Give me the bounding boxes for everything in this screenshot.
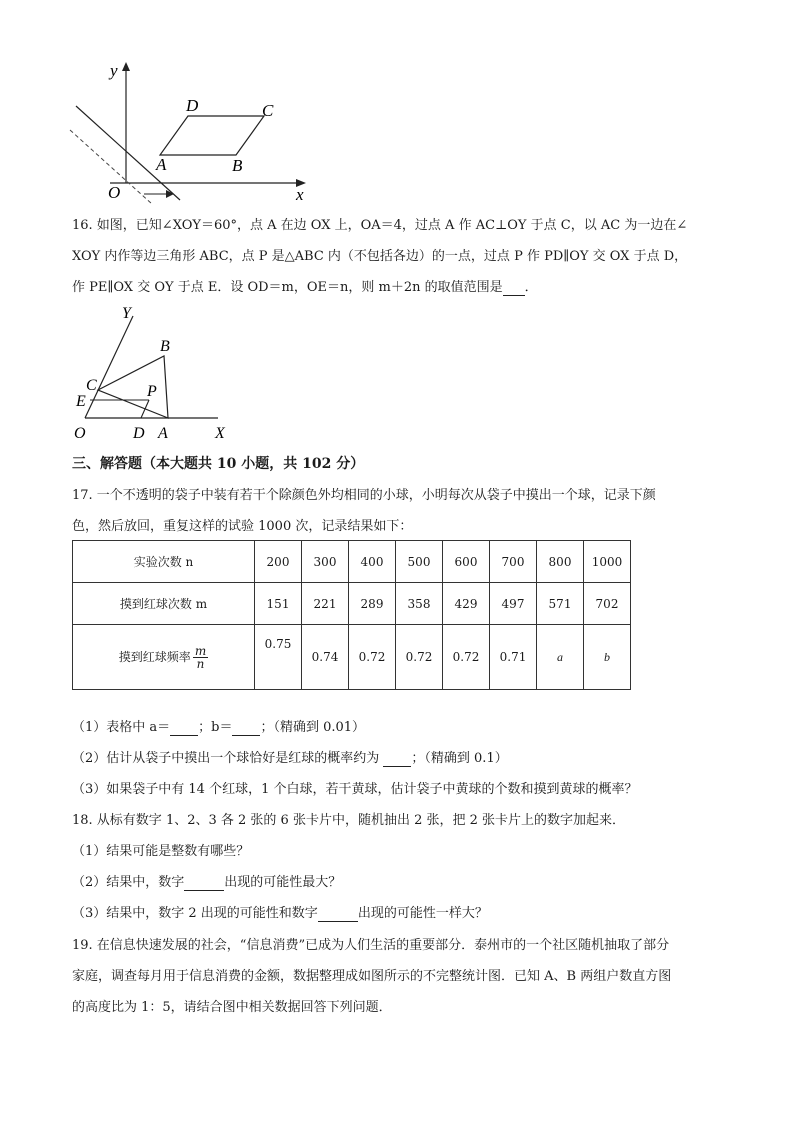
red-count-cell: 358 — [396, 583, 443, 625]
frequency-cell: 0.72 — [349, 625, 396, 690]
q17-sub-1 — [72, 716, 365, 736]
trial-cell: 200 — [255, 541, 302, 583]
y-axis-arrow — [122, 62, 130, 71]
red-count-cell: 497 — [490, 583, 537, 625]
q19-line-3: 的高度比为 1：5，请结合图中相关数据回答下列问题． — [72, 1000, 392, 1015]
q18-sub-2 — [72, 871, 341, 891]
q17-sub-1-c: ；（精确到 0.01） — [260, 720, 366, 735]
label-Y: Y — [122, 305, 131, 322]
label-x: x — [296, 185, 304, 204]
label-X: X — [215, 425, 225, 442]
section-3-title: 三、解答题（本大题共 10 小题，共 102 分） — [72, 456, 365, 472]
fraction-numerator: m — [194, 643, 207, 658]
label-C: C — [86, 377, 97, 394]
table-row — [73, 541, 631, 583]
q16-line-3-text: 作 PE∥OX 交 OY 于点 E．设 OD＝m，OE＝n，则 m＋2n 的取值范围是 — [72, 280, 503, 295]
q17-line-2: 色，然后放回，重复这样的试验 1000 次，记录结果如下： — [72, 519, 413, 534]
frequency-cell: 0.72 — [396, 625, 443, 690]
red-count-cell: 221 — [302, 583, 349, 625]
trial-cell: 400 — [349, 541, 396, 583]
q18-blank-equal — [318, 906, 358, 922]
table-row — [73, 583, 631, 625]
q16-line-2: XOY 内作等边三角形 ABC，点 P 是△ABC 内（不包括各边）的一点，过点 P 作 PD∥OY 交 OX 于点 D， — [72, 249, 688, 264]
frequency-cell: 0.71 — [490, 625, 537, 690]
q16-line-3 — [72, 276, 538, 296]
row-header-trials: 实验次数 n — [73, 541, 255, 583]
red-count-cell: 289 — [349, 583, 396, 625]
row-header-red-count: 摸到红球次数 m — [73, 583, 255, 625]
q18-sub-2-b: 出现的可能性最大？ — [224, 875, 342, 890]
coordinate-figure — [60, 58, 320, 208]
q19-line-2: 家庭，调查每月用于信息消费的金额，数据整理成如图所示的不完整统计图．已知 A、B 两组户数直方图 — [72, 969, 672, 984]
frequency-cell: 0.75 — [255, 625, 302, 690]
q17-blank-prob — [383, 751, 411, 767]
frequency-table — [72, 540, 631, 690]
frequency-cell: a — [537, 625, 584, 690]
row-header-frequency — [73, 625, 255, 690]
label-P: P — [147, 383, 157, 400]
table-row — [73, 625, 631, 690]
q17-sub-1-a: （1）表格中 a＝ — [72, 720, 171, 735]
label-y: y — [110, 61, 118, 80]
parallelogram-abcd — [160, 116, 264, 155]
q18-sub-3-a: （3）结果中，数字 2 出现的可能性和数字 — [72, 906, 318, 921]
triangle-abc — [98, 356, 168, 418]
frequency-cell: b — [584, 625, 631, 690]
q17-blank-b — [232, 720, 260, 736]
trial-cell: 300 — [302, 541, 349, 583]
red-count-cell: 571 — [537, 583, 584, 625]
fraction-denominator: n — [196, 656, 205, 671]
label-c: C — [262, 101, 274, 120]
q17-blank-a — [170, 720, 198, 736]
q16-line-1: 16. 如图，已知∠XOY＝60°，点 A 在边 OX 上，OA＝4，过点 A 作 AC⊥OY 于点 C，以 AC 为一边在∠ — [72, 218, 688, 233]
label-D: D — [133, 425, 145, 442]
segment-pd — [141, 400, 149, 418]
label-A: A — [158, 425, 168, 442]
trial-cell: 500 — [396, 541, 443, 583]
label-o: O — [108, 183, 121, 202]
label-O: O — [74, 425, 86, 442]
q18-sub-2-a: （2）结果中，数字 — [72, 875, 185, 890]
label-d: D — [186, 96, 199, 115]
q19-line-1: 19. 在信息快速发展的社会，“信息消费”已成为人们生活的重要部分．泰州市的一个社区随机抽取了部分 — [72, 938, 670, 953]
q17-sub-3: （3）如果袋子中有 14 个红球，1 个白球，若干黄球，估计袋子中黄球的个数和摸到黄球的概率？ — [72, 782, 638, 797]
q17-sub-2-b: ；（精确到 0.1） — [411, 751, 508, 766]
frequency-cell: 0.72 — [443, 625, 490, 690]
q18-line-1: 18. 从标有数字 1、2、3 各 2 张的 6 张卡片中，随机抽出 2 张，把 2 张卡片上的数字加起来． — [72, 813, 626, 828]
trial-cell: 700 — [490, 541, 537, 583]
label-b: B — [232, 156, 243, 175]
trial-cell: 800 — [537, 541, 584, 583]
frequency-label: 摸到红球频率 — [118, 649, 191, 664]
q18-sub-3 — [72, 902, 488, 922]
solid-line — [76, 106, 180, 200]
q17-sub-2-a: （2）估计从袋子中摸出一个球恰好是红球的概率约为 — [72, 751, 384, 766]
q17-sub-1-b: ；b＝ — [198, 720, 233, 735]
trial-cell: 600 — [443, 541, 490, 583]
q16-answer-blank — [503, 280, 525, 296]
frequency-cell: 0.74 — [302, 625, 349, 690]
ray-oy — [85, 316, 133, 418]
red-count-cell: 702 — [584, 583, 631, 625]
q16-line-3-end: ． — [524, 280, 538, 295]
q18-sub-1: （1）结果可能是整数有哪些？ — [72, 844, 250, 859]
label-a: A — [156, 155, 167, 174]
q17-sub-2 — [72, 747, 508, 767]
trial-cell: 1000 — [584, 541, 631, 583]
label-E: E — [76, 393, 86, 410]
red-count-cell: 151 — [255, 583, 302, 625]
red-count-cell: 429 — [443, 583, 490, 625]
q17-line-1: 17. 一个不透明的袋子中装有若干个除颜色外均相同的小球，小明每次从袋子中摸出一个球，记录下颜 — [72, 488, 656, 503]
angle-triangle-figure — [70, 302, 250, 444]
q18-blank-most-likely — [184, 875, 224, 891]
q18-sub-3-b: 出现的可能性一样大？ — [357, 906, 488, 921]
label-B: B — [160, 338, 170, 355]
fraction-m-over-n — [193, 645, 208, 670]
